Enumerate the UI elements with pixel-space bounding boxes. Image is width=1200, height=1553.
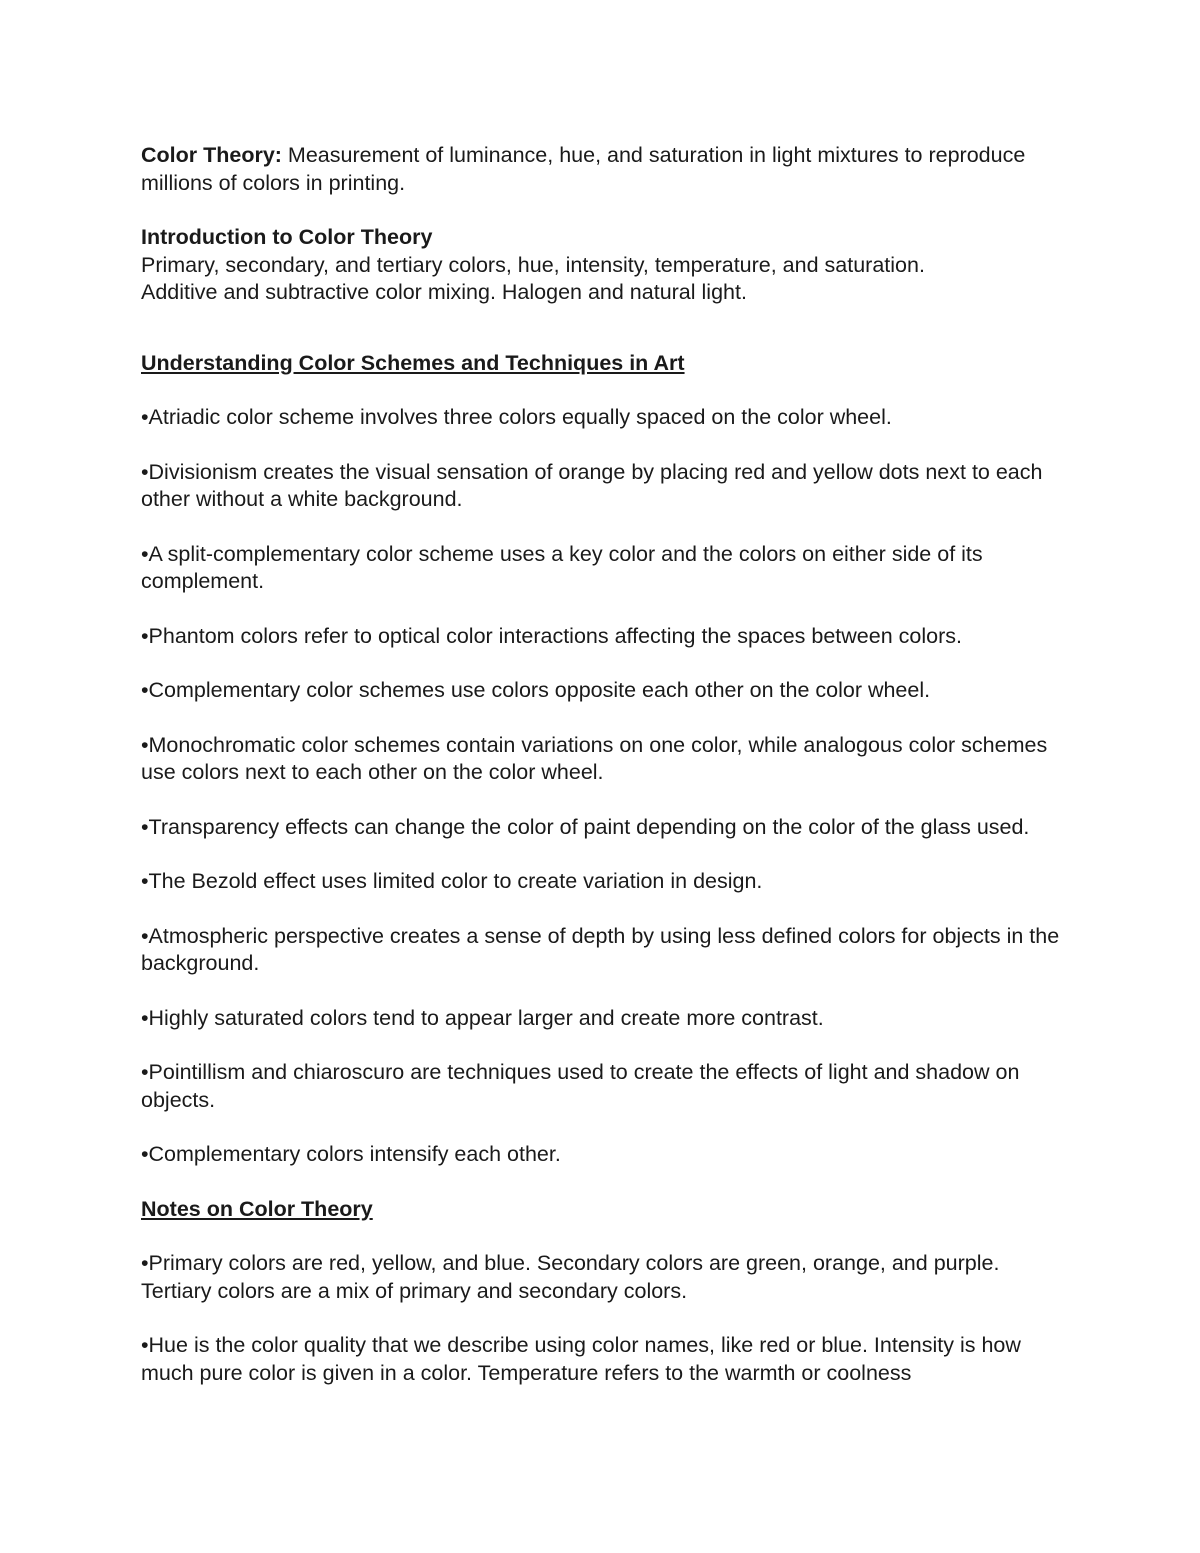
section-heading-introduction: Introduction to Color Theory <box>141 225 433 249</box>
list-item: •Pointillism and chiaroscuro are techniques used to create the effects of light and shadow on objects. <box>141 1060 1020 1112</box>
section-heading-notes: Notes on Color Theory <box>141 1196 373 1221</box>
intro-paragraph <box>141 142 1071 197</box>
section-introduction-line-2: Additive and subtractive color mixing. Halogen and natural light. <box>141 280 747 304</box>
list-item: •A split-complementary color scheme uses a key color and the colors on either side of its complement. <box>141 541 983 593</box>
list-item: •Transparency effects can change the color of paint depending on the color of the glass used. <box>141 814 1030 839</box>
list-item: •Phantom colors refer to optical color interactions affecting the spaces between colors. <box>141 623 962 648</box>
list-item: •Complementary color schemes use colors opposite each other on the color wheel. <box>141 678 931 702</box>
list-item: •Divisionism creates the visual sensation of orange by placing red and yellow dots next to each other without a white background. <box>141 459 1043 511</box>
list-item: •The Bezold effect uses limited color to create variation in design. <box>141 869 763 893</box>
intro-label: Color Theory: <box>141 143 282 167</box>
list-item: •Hue is the color quality that we describe using color names, like red or blue. Intensity is how much pure color is given in a color. Temperature refers to the warmth or coolness <box>141 1333 1021 1385</box>
list-item: •Monochromatic color schemes contain variations on one color, while analogous color schemes use colors next to each other on the color wheel. <box>141 732 1048 784</box>
list-item: •Primary colors are red, yellow, and blue. Secondary colors are green, orange, and purple. Tertiary colors are a mix of primary and secondary colors. <box>141 1251 1000 1303</box>
section-heading-color-schemes: Understanding Color Schemes and Techniques in Art <box>141 350 685 375</box>
list-item: •Atmospheric perspective creates a sense of depth by using less defined colors for objects in the background. <box>141 923 1060 975</box>
list-item: •Atriadic color scheme involves three colors equally spaced on the color wheel. <box>141 405 892 429</box>
list-item: •Complementary colors intensify each other. <box>141 1142 561 1166</box>
section-introduction-line-1: Primary, secondary, and tertiary colors, hue, intensity, temperature, and saturation. <box>141 252 925 277</box>
document-body <box>141 142 1071 1387</box>
list-item: •Highly saturated colors tend to appear larger and create more contrast. <box>141 1005 824 1030</box>
intro-text: Measurement of luminance, hue, and saturation in light mixtures to reproduce millions of colors in printing. <box>141 143 1026 195</box>
